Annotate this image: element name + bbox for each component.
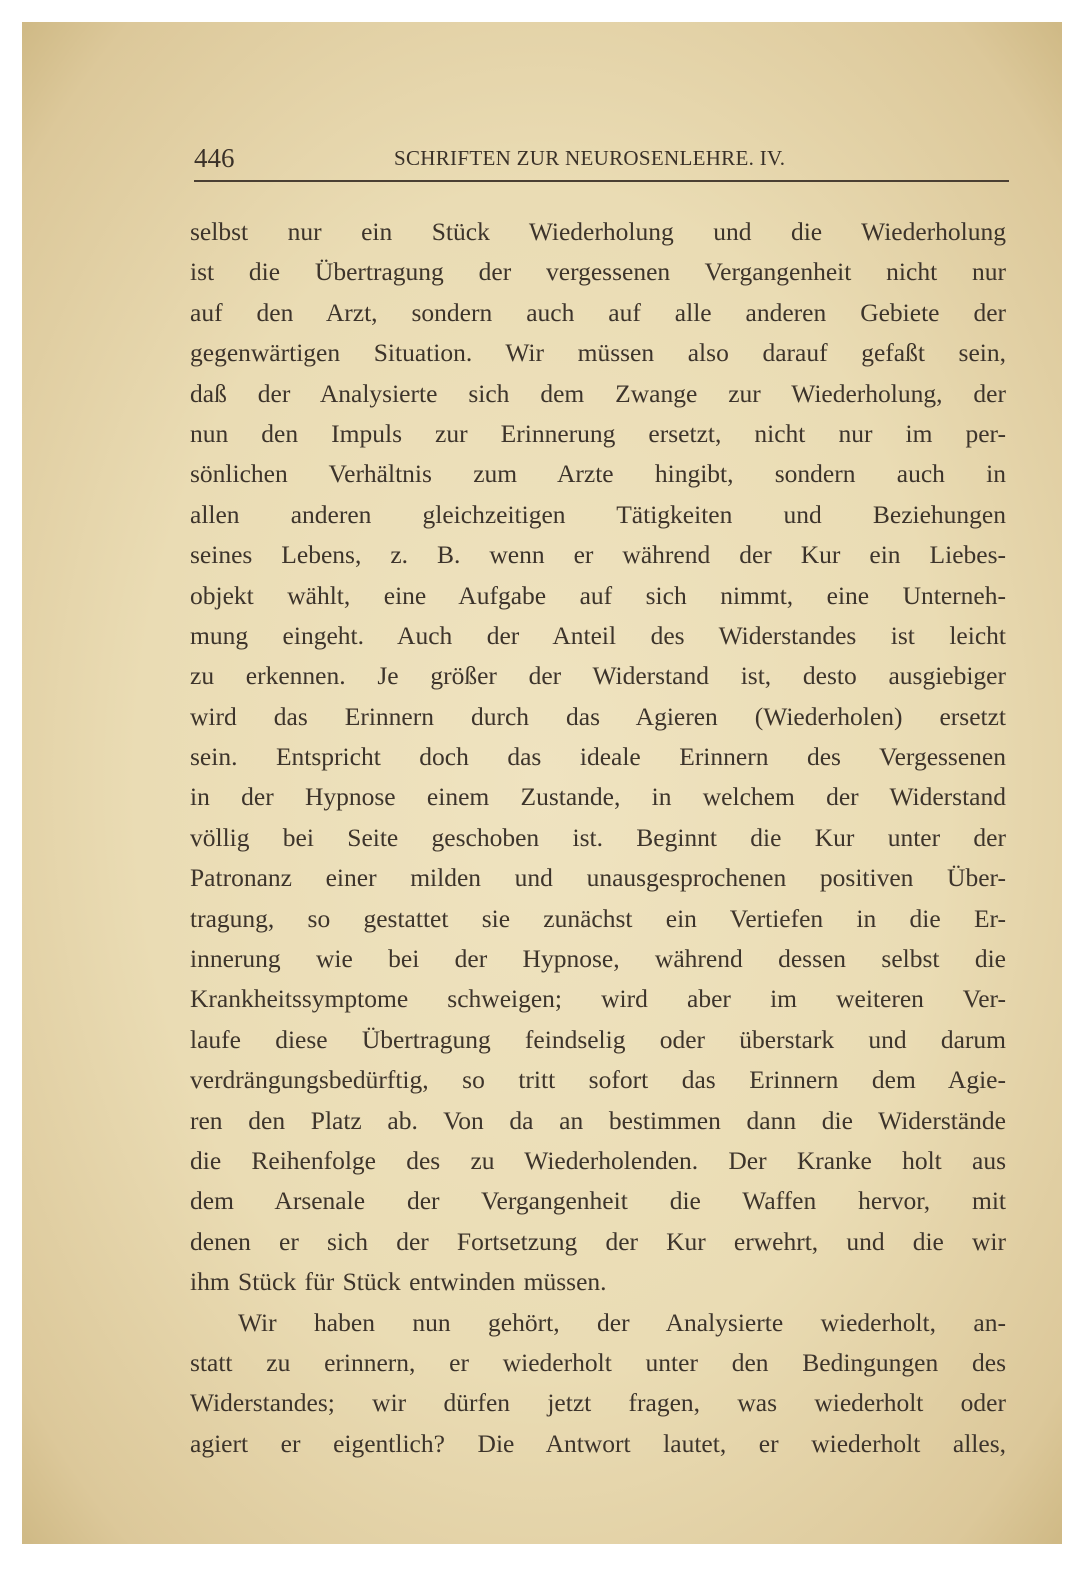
text-line: Krankheitssymptome schweigen; wird aber im weiteren Ver- <box>190 984 1006 1014</box>
text-line: agiert er eigentlich? Die Antwort lautet, er wiederholt alles, <box>190 1428 1006 1458</box>
text-line: nun den Impuls zur Erinnerung ersetzt, nicht nur im per- <box>190 418 1006 448</box>
text-line: innerung wie bei der Hypnose, während dessen selbst die <box>190 944 1006 974</box>
text-line: ist die Übertragung der vergessenen Vergangenheit nicht nur <box>190 257 1006 287</box>
text-line: Wir haben nun gehört, der Analysierte wiederholt, an- <box>238 1307 1006 1337</box>
header-rule <box>194 180 1009 182</box>
text-line: seines Lebens, z. B. wenn er während der Kur ein Liebes- <box>190 540 1006 570</box>
running-title: SCHRIFTEN ZUR NEUROSENLEHRE. IV. <box>394 146 786 170</box>
running-header <box>194 143 1009 183</box>
text-line: allen anderen gleichzeitigen Tätigkeiten und Beziehungen <box>190 499 1006 529</box>
text-line: wird das Erinnern durch das Agieren (Wiederholen) ersetzt <box>190 701 1006 731</box>
text-line: Widerstandes; wir dürfen jetzt fragen, was wiederholt oder <box>190 1388 1006 1418</box>
text-line: auf den Arzt, sondern auch auf alle anderen Gebiete der <box>190 297 1006 327</box>
text-line: zu erkennen. Je größer der Widerstand ist, desto ausgiebiger <box>190 661 1006 691</box>
text-line: objekt wählt, eine Aufgabe auf sich nimmt, eine Unterneh- <box>190 580 1006 610</box>
text-line: gegenwärtigen Situation. Wir müssen also darauf gefaßt sein, <box>190 338 1006 368</box>
text-line: völlig bei Seite geschoben ist. Beginnt die Kur unter der <box>190 822 1006 852</box>
text-line: selbst nur ein Stück Wiederholung und die Wiederholung <box>190 217 1006 246</box>
page-number: 446 <box>194 143 235 173</box>
text-line: ren den Platz ab. Von da an bestimmen dann die Widerstände <box>190 1105 1006 1135</box>
text-line: Patronanz einer milden und unausgesprochenen positiven Über- <box>190 863 1006 893</box>
text-line: sein. Entspricht doch das ideale Erinnern des Vergessenen <box>190 742 1006 772</box>
text-line: sönlichen Verhältnis zum Arzte hingibt, sondern auch in <box>190 459 1006 489</box>
text-line: denen er sich der Fortsetzung der Kur erwehrt, und die wir <box>190 1226 1006 1256</box>
text-line: in der Hypnose einem Zustande, in welchem der Widerstand <box>190 782 1006 812</box>
text-line: mung eingeht. Auch der Anteil des Widerstandes ist leicht <box>190 620 1006 650</box>
text-line: laufe diese Übertragung feindselig oder überstark und darum <box>190 1024 1006 1054</box>
text-line: ihm Stück für Stück entwinden müssen. <box>190 1267 607 1297</box>
text-line: verdrängungsbedürftig, so tritt sofort das Erinnern dem Agie- <box>190 1065 1006 1095</box>
text-line: dem Arsenale der Vergangenheit die Waffen hervor, mit <box>190 1186 1006 1216</box>
text-line: tragung, so gestattet sie zunächst ein Vertiefen in die Er- <box>190 903 1006 933</box>
text-line: statt zu erinnern, er wiederholt unter den Bedingungen des <box>190 1347 1006 1377</box>
text-line: daß der Analysierte sich dem Zwange zur Wiederholung, der <box>190 378 1006 408</box>
body-text <box>190 212 1006 1464</box>
text-line: die Reihenfolge des zu Wiederholenden. Der Kranke holt aus <box>190 1145 1006 1175</box>
